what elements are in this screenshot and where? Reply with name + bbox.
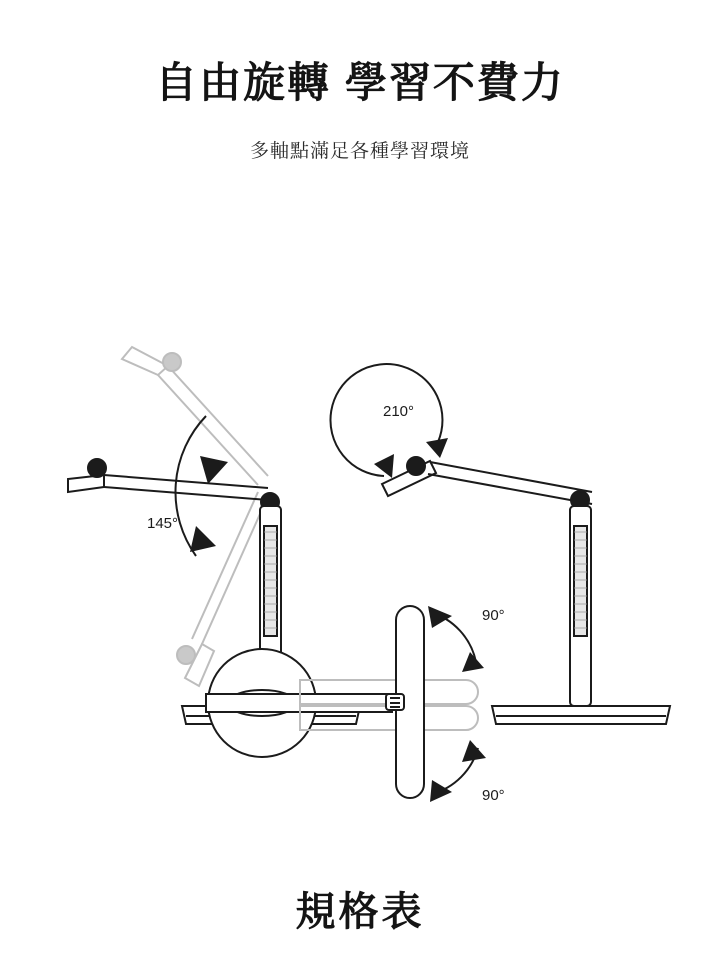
angle-label-145: 145°: [147, 515, 179, 532]
lamp-arm-long: [428, 462, 592, 504]
page-subtitle: 多軸點滿足各種學習環境: [249, 141, 470, 162]
angle-label-210: 210°: [383, 403, 415, 420]
lamp-base-right: [492, 706, 670, 724]
angle-arrow-145-upper: [200, 456, 228, 484]
lamp-rotation-diagrams: [0, 166, 720, 866]
diagram-area: [0, 166, 720, 866]
angle-arrow-90-top-2: [462, 652, 484, 672]
top-view-clean: [206, 606, 505, 804]
angle-arrow-90-bottom-2: [430, 780, 452, 802]
angle-label-90-bottom: 90°: [482, 787, 505, 804]
lamp-side-view-145: [68, 166, 360, 724]
angle-arrow-90-bottom: [462, 740, 486, 762]
lamp-side-view-210: [330, 364, 670, 724]
lamp-top-view-90: [206, 606, 505, 804]
angle-arrow-90-top: [428, 606, 452, 628]
page-title: 自由旋轉 學習不費力: [155, 59, 565, 106]
lamp-post-right: [570, 506, 591, 706]
angle-arrow-145-lower: [190, 526, 216, 552]
top-pivot: [386, 694, 404, 710]
spec-table-title: 規格表: [295, 890, 425, 934]
angle-arrow-210-right: [426, 438, 448, 458]
lamp-arm-main: [68, 459, 268, 500]
ghost-arm-upper: [122, 347, 268, 485]
angle-label-90-top: 90°: [482, 607, 505, 624]
